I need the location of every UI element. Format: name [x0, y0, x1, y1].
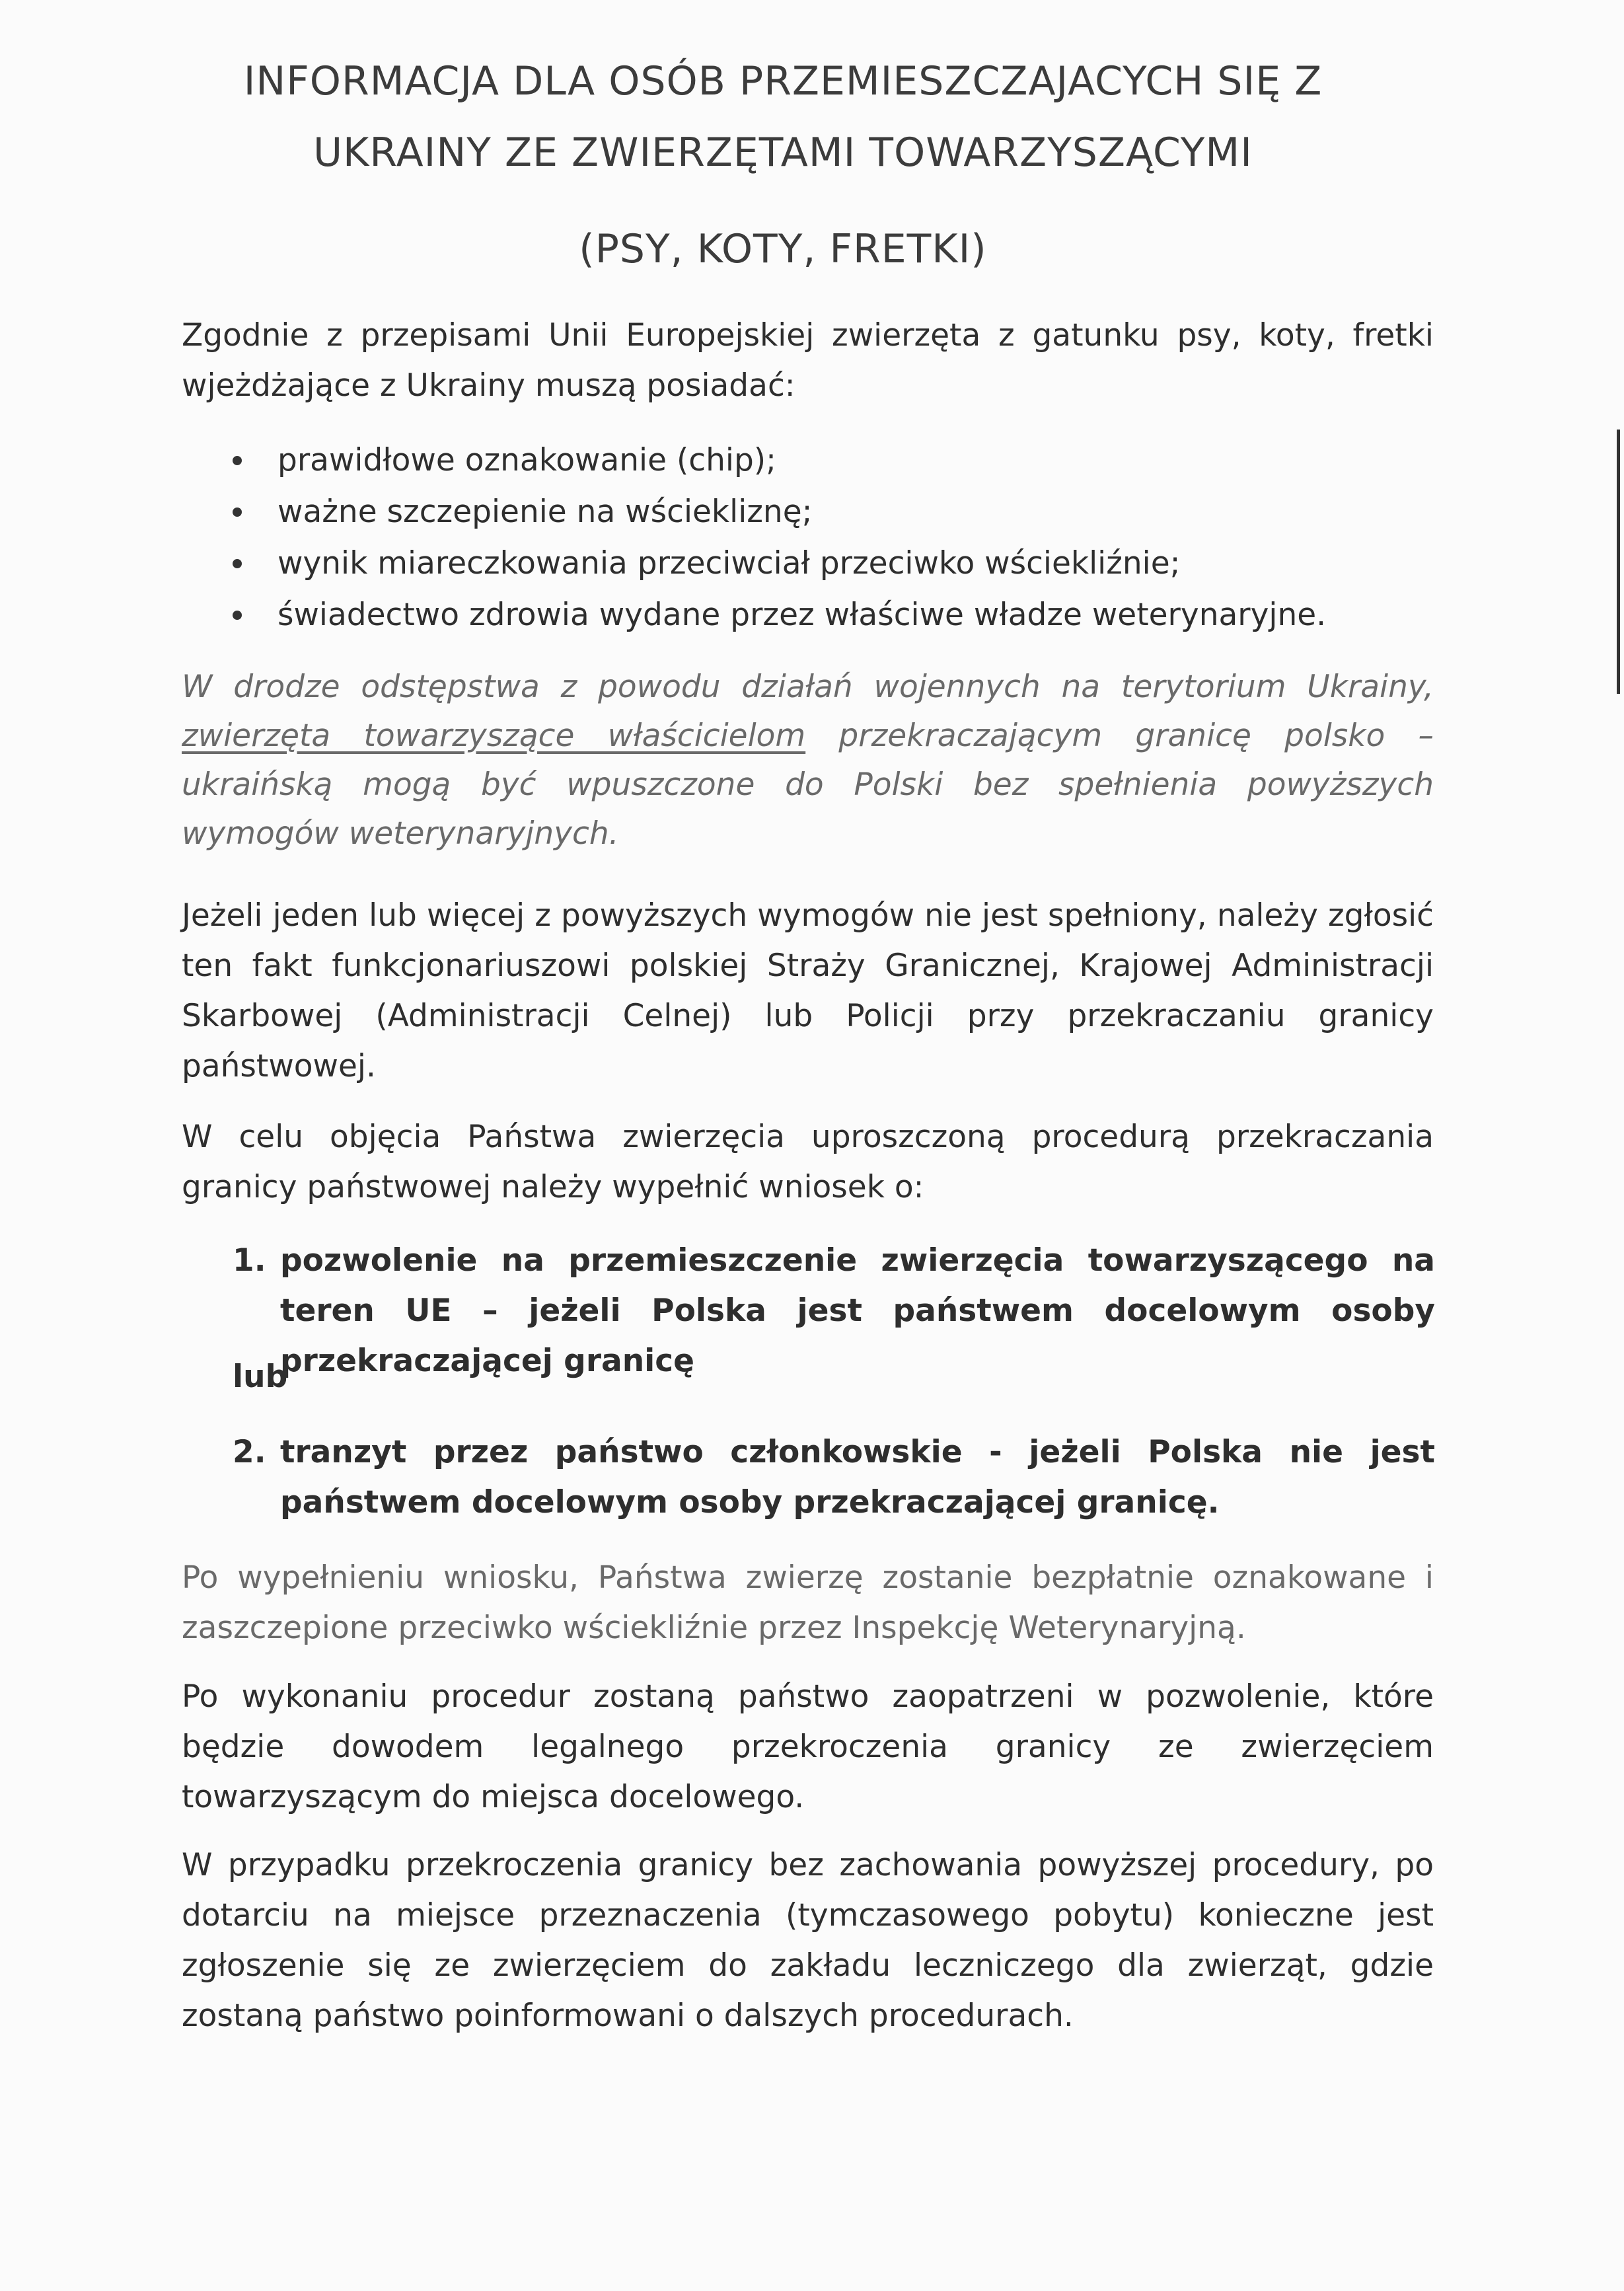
- scan-edge-mark: [1617, 430, 1620, 694]
- bullet-icon: [233, 611, 242, 620]
- option-text: tranzyt przez państwo członkowskie - jeżeli Polska nie jest państwem docelowym osoby przekraczającej granicę.: [280, 1434, 1435, 1521]
- without-procedure-paragraph: W przypadku przekroczenia granicy bez zachowania powyższej procedury, po dotarciu na miejsce przeznaczenia (tymczasowego pobytu) konieczne jest zgłoszenie się ze zwierzęciem do zakładu leczniczego dla zwierząt, gdzie zostaną państwo poinformowani o dalszych procedurach.: [182, 1847, 1434, 2034]
- title-line-1: INFORMACJA DLA OSÓB PRZEMIESZCZAJACYCH SIĘ Z: [243, 58, 1323, 104]
- list-item: wynik miareczkowania przeciwciał przeciwko wściekliźnie;: [225, 538, 1447, 589]
- option-text: pozwolenie na przemieszczenie zwierzęcia towarzyszącego na teren UE – jeżeli Polska jest państwem docelowym osoby przekraczającej granicę: [280, 1242, 1435, 1379]
- option-number: 1.: [233, 1242, 266, 1279]
- or-label: lub: [233, 1359, 288, 1395]
- after-application-paragraph: Po wypełnieniu wniosku, Państwa zwierzę zostanie bezpłatnie oznakowane i zaszczepione przeciwko wściekliźnie przez Inspekcję Weterynaryjną.: [182, 1559, 1434, 1646]
- requirements-list: [225, 435, 1447, 641]
- procedure-intro-paragraph: W celu objęcia Państwa zwierzęcia uproszczoną procedurą przekraczania granicy państwowej należy wypełnić wniosek o:: [182, 1119, 1434, 1205]
- option-transit: [233, 1427, 1435, 1528]
- bullet-icon: [233, 456, 242, 465]
- list-item: ważne szczepienie na wściekliznę;: [225, 486, 1447, 538]
- title-line-3: (PSY, KOTY, FRETKI): [579, 226, 987, 272]
- bullet-icon: [233, 559, 242, 568]
- intro-paragraph: Zgodnie z przepisami Unii Europejskiej zwierzęta z gatunku psy, koty, fretki wjeżdżające z Ukrainy muszą posiadać:: [182, 317, 1434, 404]
- exception-paragraph: W drodze odstępstwa z powodu działań wojennych na terytorium Ukrainy, zwierzęta towarzyszące właścicielom przekraczającym granicę polsko – ukraińską mogą być wpuszczone do Polski bez spełnienia powyższych wymogów weterynaryjnych.: [182, 669, 1434, 852]
- title-line-2: UKRAINY ZE ZWIERZĘTAMI TOWARZYSZĄCYMI: [313, 130, 1253, 176]
- option-number: 2.: [233, 1434, 266, 1470]
- report-paragraph: Jeżeli jeden lub więcej z powyższych wymogów nie jest spełniony, należy zgłosić ten fakt funkcjonariuszowi polskiej Straży Granicznej, Krajowej Administracji Skarbowej (Administracji Celnej) lub Policji przy przekraczaniu granicy państwowej.: [182, 897, 1434, 1084]
- list-item: świadectwo zdrowia wydane przez właściwe władze weterynaryjne.: [225, 589, 1447, 641]
- underlined-phrase: zwierzęta towarzyszące właścicielom: [182, 718, 806, 754]
- bullet-icon: [233, 507, 242, 517]
- option-permit: [233, 1236, 1435, 1386]
- list-item: prawidłowe oznakowanie (chip);: [225, 435, 1447, 486]
- permit-paragraph: Po wykonaniu procedur zostaną państwo zaopatrzeni w pozwolenie, które będzie dowodem legalnego przekroczenia granicy ze zwierzęciem towarzyszącym do miejsca docelowego.: [182, 1678, 1434, 1815]
